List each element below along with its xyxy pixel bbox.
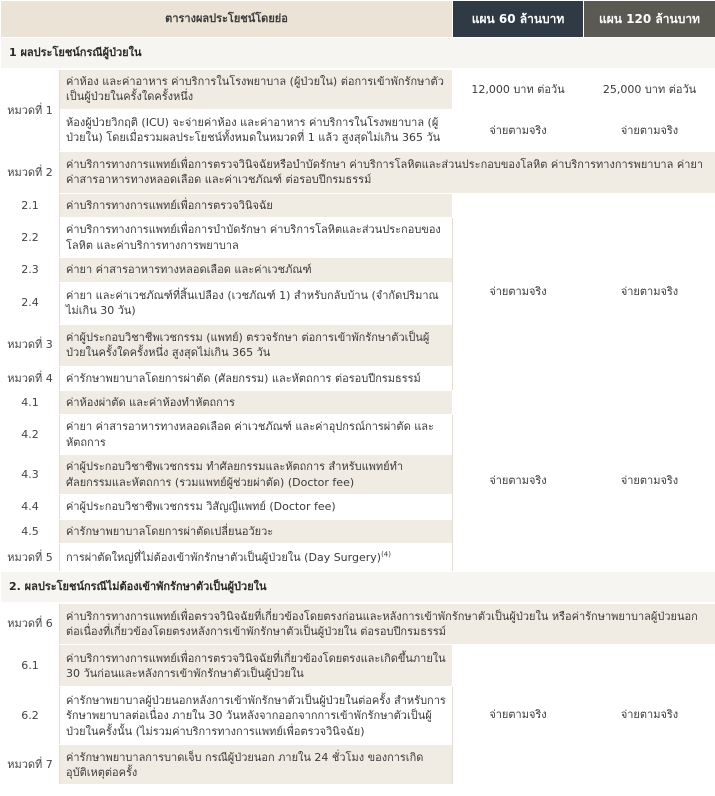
plan2-value: 25,000 บาท ต่อวัน [584, 69, 715, 109]
benefit-description: ค่ายา ค่าสารอาหารทางหลอดเลือด ค่าเวชภัณฑ์ และค่าอุปกรณ์การผ่าตัด และหัตถการ [60, 415, 453, 455]
sub-item-label: 4.4 [1, 495, 60, 519]
benefit-description: ค่าบริการทางการแพทย์เพื่อการตรวจวินิจฉัยหรือบำบัดรักษา ค่าบริการโลหิตและส่วนประกอบของโลหิต ค่าบริการทางการพยาบาล ค่ายา ค่าสารอาหารทางหลอดเลือด และค่าเวชภัณฑ์ ต่อรอบปีกรมธรรม์ [60, 151, 715, 193]
sub-item-label: 4.5 [1, 519, 60, 543]
table-row [1, 645, 715, 687]
category-label: หมวดที่ 3 [1, 324, 60, 366]
benefit-description: ค่าห้องผ่าตัด และค่าห้องทำหัตถการ [60, 390, 453, 414]
sub-item-label: 2.4 [1, 282, 60, 324]
benefit-description: ห้องผู้ป่วยวิกฤติ (ICU) จะจ่ายค่าห้อง และค่าอาหาร ค่าบริการในโรงพยาบาล (ผู้ป่วยใน) โดยเมื่อรวมผลประโยชน์ทั้งหมดในหมวดที่ 1 แล้ว สูงสุดไม่เกิน 365 วัน [60, 109, 453, 151]
benefit-description: ค่าบริการทางการแพทย์เพื่อตรวจวินิจฉัยที่เกี่ยวข้องโดยตรงก่อนและหลังการเข้าพักรักษาตัวเป็นผู้ป่วยใน หรือค่ารักษาพยาบาลผู้ป่วยนอกต่อเนื่องที่เกี่ยวข้องโดยตรงหลังการเข้าพักรักษาตัวเป็นผู้ป่วยใน ต่อรอบปีกรมธรรม์ [60, 603, 715, 645]
section-outpatient-title: 2. ผลประโยชน์กรณีไม่ต้องเข้าพักรักษาตัวเป็นผู้ป่วยใน [1, 571, 715, 603]
benefit-description: ค่ารักษาพยาบาลโดยการผ่าตัด (ศัลยกรรม) และหัตถการ ต่อรอบปีกรมธรรม์ [60, 366, 453, 390]
table-row [1, 109, 715, 151]
plan1-value: จ่ายตามจริง [453, 109, 584, 151]
sub-item-label: 2.2 [1, 218, 60, 258]
plan1-value: จ่ายตามจริง [453, 193, 584, 390]
day-surgery-text: การผ่าตัดใหญ่ที่ไม่ต้องเข้าพักรักษาตัวเป็นผู้ป่วยใน (Day Surgery) [66, 550, 382, 564]
benefit-description: ค่าบริการทางการแพทย์เพื่อการตรวจวินิจฉัย [60, 193, 453, 217]
benefit-description: ค่ายา และค่าเวชภัณฑ์ที่สิ้นเปลือง (เวชภัณฑ์ 1) สำหรับกลับบ้าน (จำกัดปริมาณไม่เกิน 30 วัน) [60, 282, 453, 324]
benefit-description: ค่าห้อง และค่าอาหาร ค่าบริการในโรงพยาบาล (ผู้ป่วยใน) ต่อการเข้าพักรักษาตัวเป็นผู้ป่วยในครั้งใดครั้งหนึ่ง [60, 69, 453, 109]
plan1-value: จ่ายตามจริง [453, 645, 584, 785]
sub-item-label: 6.2 [1, 687, 60, 745]
benefit-description: ค่ารักษาพยาบาลผู้ป่วยนอกหลังการเข้าพักรักษาตัวเป็นผู้ป่วยในต่อครั้ง สำหรับการรักษาพยาบาลต่อเนื่อง ภายใน 30 วันหลังจากออกจากการเข้าพักรักษาตัวเป็นผู้ป่วยในครั้งนั้น (ไม่รวมค่าบริการทางการแพทย์เพื่อตรวจวินิจฉัย) [60, 687, 453, 745]
benefit-description: ค่ายา ค่าสารอาหารทางหลอดเลือด และค่าเวชภัณฑ์ [60, 258, 453, 282]
benefit-description: ค่าบริการทางการแพทย์เพื่อการบำบัดรักษา ค่าบริการโลหิตและส่วนประกอบของโลหิต และค่าบริการทางการพยาบาล [60, 218, 453, 258]
category-label: หมวดที่ 5 [1, 543, 60, 571]
plan2-value: จ่ายตามจริง [584, 193, 715, 390]
table-row [1, 390, 715, 414]
benefit-description: ค่าบริการทางการแพทย์เพื่อการตรวจวินิจฉัยที่เกี่ยวข้องโดยตรงและเกิดขึ้นภายใน 30 วันก่อนและหลังการเข้าพักรักษาตัวเป็นผู้ป่วยใน [60, 645, 453, 687]
section-row [1, 38, 715, 70]
table-row [1, 603, 715, 645]
benefit-description [60, 543, 453, 571]
table-row [1, 193, 715, 217]
plan2-value: จ่ายตามจริง [584, 390, 715, 571]
table-row [1, 69, 715, 109]
benefit-description: ค่าผู้ประกอบวิชาชีพเวชกรรม ทำศัลยกรรมและหัตถการ สำหรับแพทย์ทำศัลยกรรมและหัตถการ (รวมแพทย์ผู้ช่วยผ่าตัด) (Doctor fee) [60, 455, 453, 495]
sub-item-label: 4.3 [1, 455, 60, 495]
category-label: หมวดที่ 7 [1, 745, 60, 785]
sub-item-label: 2.1 [1, 193, 60, 217]
footnote-marker: (4) [381, 550, 391, 559]
plan-120m-header: แผน 120 ล้านบาท [584, 1, 715, 38]
table-row [1, 151, 715, 193]
category-label: หมวดที่ 6 [1, 603, 60, 645]
section-inpatient-title: 1 ผลประโยชน์กรณีผู้ป่วยใน [1, 38, 715, 70]
sub-item-label: 4.1 [1, 390, 60, 414]
table-header-row [1, 1, 715, 38]
category-label: หมวดที่ 2 [1, 151, 60, 193]
sub-item-label: 6.1 [1, 645, 60, 687]
table-title: ตารางผลประโยชน์โดยย่อ [1, 1, 453, 38]
sub-item-label: 4.2 [1, 415, 60, 455]
plan-60m-header: แผน 60 ล้านบาท [453, 1, 584, 38]
benefit-description: ค่าผู้ประกอบวิชาชีพเวชกรรม วิสัญญีแพทย์ (Doctor fee) [60, 495, 453, 519]
plan1-value: จ่ายตามจริง [453, 390, 584, 571]
benefit-description: ค่ารักษาพยาบาลการบาดเจ็บ กรณีผู้ป่วยนอก ภายใน 24 ชั่วโมง ของการเกิดอุบัติเหตุต่อครั้ง [60, 745, 453, 785]
section-row [1, 571, 715, 603]
benefit-description: ค่ารักษาพยาบาลโดยการผ่าตัดเปลี่ยนอวัยวะ [60, 519, 453, 543]
plan2-value: จ่ายตามจริง [584, 109, 715, 151]
benefit-description: ค่าผู้ประกอบวิชาชีพเวชกรรม (แพทย์) ตรวจรักษา ต่อการเข้าพักรักษาตัวเป็นผู้ป่วยในครั้งใดครั้งหนึ่ง สูงสุดไม่เกิน 365 วัน [60, 324, 453, 366]
category-label: หมวดที่ 1 [1, 69, 60, 151]
sub-item-label: 2.3 [1, 258, 60, 282]
category-label: หมวดที่ 4 [1, 366, 60, 390]
plan1-value: 12,000 บาท ต่อวัน [453, 69, 584, 109]
plan2-value: จ่ายตามจริง [584, 645, 715, 785]
